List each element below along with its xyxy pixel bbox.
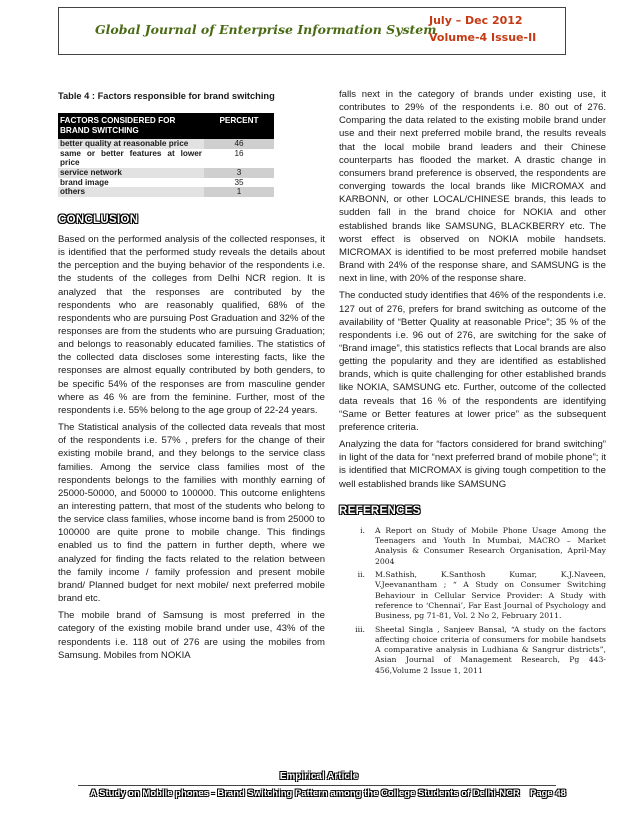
issue-date: July – Dec 2012 — [429, 14, 523, 27]
table-row — [58, 187, 274, 197]
conclusion-paragraph: Based on the performed analysis of the collected responses, it is identified that the performed study reveals the details about the perception and the buying behavior of the respondents i.e. the students of the colleges from Delhi NCR region. It is analyzed that the responses are contributed by the respondents who are reasonably qualified, 68% of the respondents who are pursuing Post Graduation and 32% of the responses are from the students who are pursuing Graduation; and belongs to reasonably educated families. The statistics of the collected data discloses some interesting facts, like the responses are almost equally contributed by both genders, to be specific 54% of the responses are from masculine gender where as 46 % are from the feminine. Further, most of the respondents i.e. 55% belong to the age group of 22-24 years. — [58, 233, 325, 416]
percent-cell: 3 — [204, 168, 274, 178]
conclusion-heading: CONCLUSION — [58, 213, 139, 226]
table-row — [58, 178, 274, 188]
reference-item — [339, 625, 606, 676]
table-row — [58, 149, 274, 168]
table-header-row — [58, 113, 274, 139]
references-heading: REFERENCES — [339, 504, 421, 517]
percent-cell: 16 — [234, 148, 244, 158]
factor-cell: same or better features at lower price — [60, 148, 202, 168]
table-row — [58, 139, 274, 149]
page-number: Page 48 — [530, 788, 566, 799]
percent-cell: 35 — [234, 177, 244, 187]
journal-title: Global Journal of Enterprise Information System — [95, 22, 437, 37]
reference-item — [339, 570, 606, 621]
reference-text: A Report on Study of Mobile Phone Usage Among the Teenagers and Youth In Mumbai, MACRO – Market Analysis & Consumer Research Organisation, April-May 2004 — [375, 525, 606, 566]
table-row — [58, 168, 274, 178]
table-caption: Table 4 : Factors responsible for brand switching — [58, 91, 275, 101]
factors-table — [58, 113, 274, 197]
factor-cell: service network — [58, 168, 204, 178]
journal-header — [58, 7, 566, 55]
left-column — [58, 88, 325, 666]
issue-volume: Volume-4 Issue-II — [429, 31, 537, 44]
factor-cell: others — [58, 187, 204, 197]
reference-text: M.Sathish, K.Santhosh Kumar, K.J.Naveen, V.Jeevanantham ; “ A Study on Consumer Switching Behaviour in Cellular Service Provider: A Study with reference to ‘Chennai’, Far East Journal of Psychology and Business, pg 71-81, Vol. 2 No 2, February 2011. — [375, 570, 606, 621]
reference-number: ii. — [357, 570, 365, 580]
issue-info — [429, 12, 536, 46]
right-column — [339, 88, 606, 679]
reference-number: i. — [360, 525, 365, 535]
reference-text: Sheetal Singla , Sanjeev Bansal, “A study on the factors affecting choice criteria of consumers for mobile handsets A comparative analysis in Ludhiana & Sangrur districts”, Asian Journal of Management Research, Pg 443-456,Volume 2 Issue 1, 2011 — [375, 624, 606, 675]
conclusion-paragraph: The Statistical analysis of the collected data reveals that most of the respondents i.e. 57% , prefers for the change of their existing mobile brand, and they belongs to the service class families. Among the service class families most of the respondents belongs to the families with monthly earning of 25000-50000, and 50000 to 100000. This outcome enlightens an interesting pattern, that most of the students who belong to the service class families, whose income band is from 25000 to 100000 are quite prone to mobile change. This findings enabled us to find the pattern in further depth, where we analyzed for finding the facts related to the relation between the family income / family profession and present mobile brand/ Planned budget for next mobile/ next preferred mobile brand etc. — [58, 422, 325, 605]
factor-cell: better quality at reasonable price — [58, 139, 204, 149]
conclusion-paragraph: The conducted study identifies that 46% of the respondents i.e. 127 out of 276, prefers for brand switching as outcome of the availability of “Better Quality at reasonable Price”; 35 % of the respondents i.e. 96 out of 276, are switching for the sake of “Brand image”, this statistics reflects that Local brands are also getting the popularity and they are identified as established brands, which is quite challenging for other established brands like NOKIA, SAMSUNG etc. Further, outcome of the collected data reveals that 16 % of the respondents are identifying “Same or Better features at lower price” as the subsequent preference criteria. — [339, 290, 606, 433]
conclusion-paragraph: The mobile brand of Samsung is most preferred in the category of the existing mobile brand under use, 43% of the respondents i.e. 118 out of 276 are using the mobiles from Samsung. Mobiles from NOKIA — [58, 610, 325, 661]
conclusion-paragraph: falls next in the category of brands under existing use, it contributes to 29% of the respondents i.e. 80 out of 276. Comparing the data related to the existing mobile brand under use and their next preferred mobile brand, the results reveals that the local mobile brand leaders and their Chinese counterparts has flooded the market. A drastic change in consumers brand preference is observed, the respondents are converging towards the local brands like MICROMAX and KARBONN, or other LOCAL/CHINESE brands, this leads to sudden fall in the brand choice for NOKIA and other established brands like SAMSUNG, BLACKBERRY etc. The worst effect is observed on NOKIA mobile handsets. MICROMAX is identified to be most preferred mobile handset Brand with 24% of the response share, and SAMSUNG is the next in line, with 20% of the response share. — [339, 89, 606, 285]
factor-cell: brand image — [60, 177, 109, 187]
footer-divider — [78, 785, 556, 786]
reference-number: iii. — [355, 624, 365, 634]
footer-article-title: A Study on Mobile phones - Brand Switching Pattern among the College Students of Delhi-NCR — [90, 788, 520, 799]
reference-item — [339, 526, 606, 567]
article-type-label: Empirical Article — [279, 771, 359, 782]
col-header-percent: PERCENT — [204, 113, 274, 139]
conclusion-paragraph: Analyzing the data for “factors considered for brand switching” in light of the data for “next preferred brand of mobile phone”; it is identified that MICROMAX is giving tough competition to the well established brands like SAMSUNG — [339, 439, 606, 490]
reference-list — [339, 526, 606, 676]
col-header-factor: FACTORS CONSIDERED FOR BRAND SWITCHING — [58, 113, 204, 139]
percent-cell: 1 — [204, 187, 274, 197]
percent-cell: 46 — [204, 139, 274, 149]
